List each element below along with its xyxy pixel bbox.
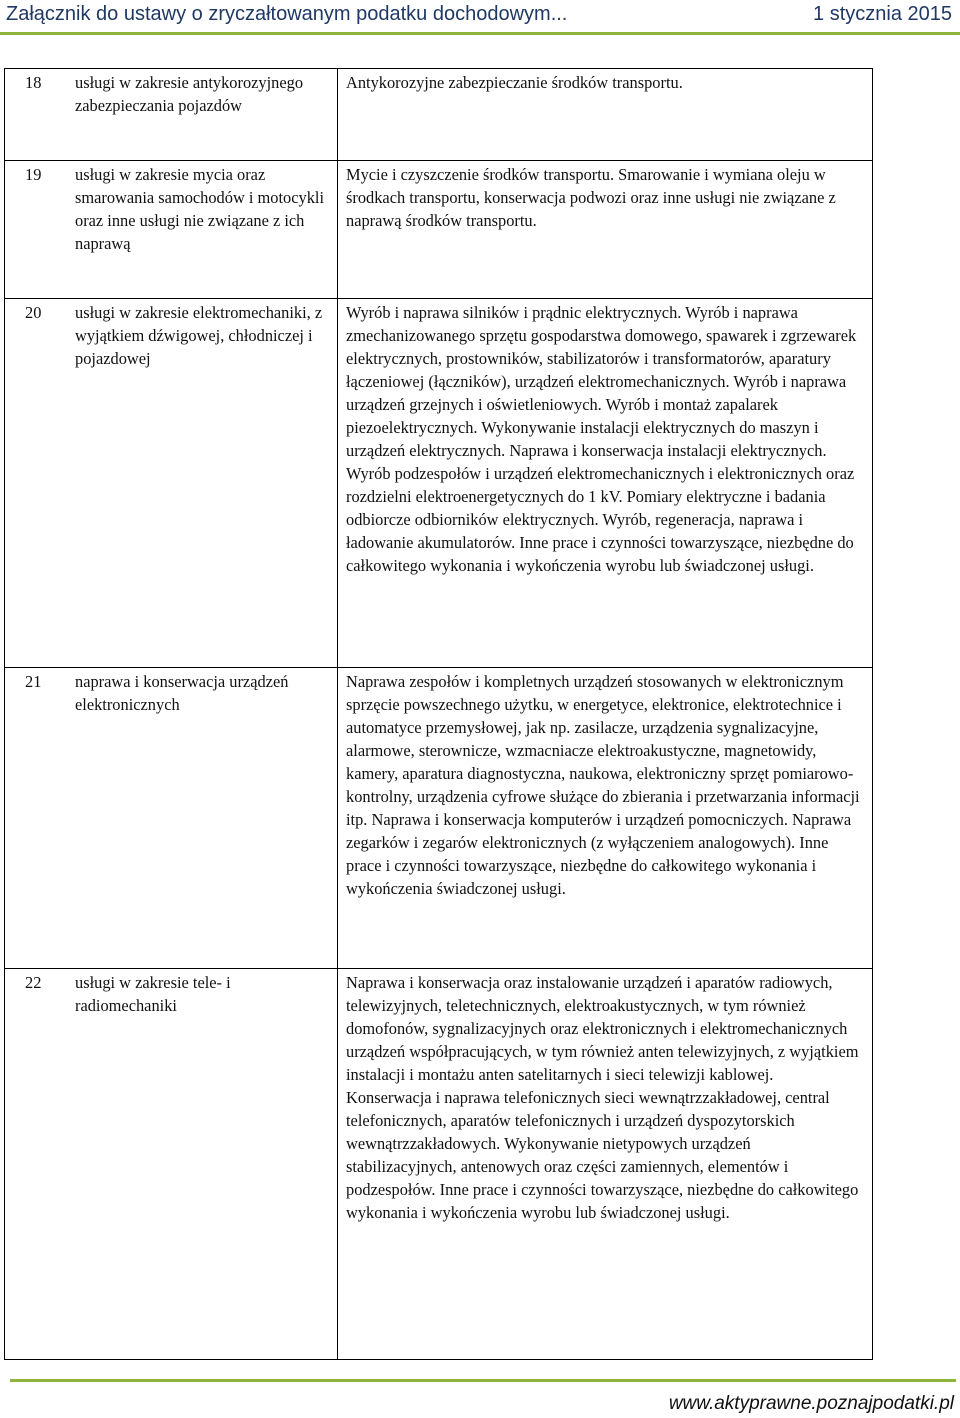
- service-cell: [5, 668, 338, 969]
- description-cell: [338, 969, 873, 1360]
- footer-divider: [10, 1379, 956, 1382]
- page-header: [0, 0, 960, 40]
- service-description: Antykorozyjne zabezpieczanie środków transportu.: [346, 73, 683, 92]
- description-cell: [338, 299, 873, 668]
- service-description: Naprawa zespołów i kompletnych urządzeń stosowanych w elektronicznym sprzęcie powszechnego użytku, w energetyce, elektronice, elektrotechnice i automatyce przemysłowej, jak np. zasilacze, urządzenia sygnalizacyjne, alarmowe, sterownicze, wzmacniacze elektroakustyczne, magnetowidy, kamery, aparatura diagnostyczna, naukowa, elektroniczny sprzęt pomiarowo-kontrolny, urządzenia cyfrowe służące do zbierania i przetwarzania informacji itp. Naprawa i konserwacja komputerów i urządzeń pomocniczych. Naprawa zegarków i zegarów elektronicznych (z wyłączeniem analogowych). Inne prace i czynności towarzyszące, niezbędne do całkowitego wykonania i wykończenia świadczonej usługi.: [346, 672, 860, 898]
- service-cell: [5, 69, 338, 161]
- row-number: 18: [25, 73, 42, 92]
- document-title: Załącznik do ustawy o zryczałtowanym podatku dochodowym...: [6, 3, 568, 25]
- table-row: [5, 161, 873, 299]
- row-number: 21: [25, 672, 42, 691]
- service-name: usługi w zakresie antykorozyjnego zabezpieczania pojazdów: [75, 73, 304, 115]
- table-row: [5, 69, 873, 161]
- service-name: usługi w zakresie mycia oraz smarowania samochodów i motocykli oraz inne usługi nie związane z ich naprawą: [75, 165, 324, 253]
- service-name: usługi w zakresie tele- i radiomechaniki: [75, 973, 231, 1015]
- description-cell: [338, 668, 873, 969]
- service-cell: [5, 969, 338, 1360]
- service-name: naprawa i konserwacja urządzeń elektronicznych: [75, 672, 289, 714]
- row-number: 19: [25, 165, 42, 184]
- document-date: 1 stycznia 2015: [813, 3, 952, 25]
- header-divider: [0, 32, 960, 35]
- service-description: Naprawa i konserwacja oraz instalowanie urządzeń i aparatów radiowych, telewizyjnych, teletechnicznych, elektroakustycznych, w tym również domofonów, sygnalizacyjnych oraz elektronicznych i elektromechanicznych urządzeń współpracujących, w tym również anten telewizyjnych, z wyjątkiem instalacji i montażu anten satelitarnych i sieci telewizji kablowej. Konserwacja i naprawa telefonicznych sieci wewnątrzzakładowej, central telefonicznych, aparatów telefonicznych i urządzeń dyspozytorskich wewnątrzzakładowych. Wykonywanie nietypowych urządzeń stabilizacyjnych, antenowych oraz części zamiennych, elementów i podzespołów. Inne prace i czynności towarzyszące, niezbędne do całkowitego wykonania i wykończenia wyrobu lub świadczonej usługi.: [346, 973, 859, 1222]
- description-cell: [338, 69, 873, 161]
- services-table: [4, 68, 873, 1360]
- table-row: [5, 969, 873, 1360]
- footer-url: www.aktyprawne.poznajpodatki.pl: [668, 1393, 954, 1414]
- row-number: 20: [25, 303, 42, 322]
- description-cell: [338, 161, 873, 299]
- table-row: [5, 668, 873, 969]
- row-number: 22: [25, 973, 42, 992]
- service-cell: [5, 161, 338, 299]
- service-description: Mycie i czyszczenie środków transportu. Smarowanie i wymiana oleju w środkach transportu, konserwacja podwozi oraz inne usługi nie związane z naprawą środków transportu.: [346, 165, 836, 230]
- service-cell: [5, 299, 338, 668]
- table-row: [5, 299, 873, 668]
- service-description: Wyrób i naprawa silników i prądnic elektrycznych. Wyrób i naprawa zmechanizowanego sprzętu gospodarstwa domowego, spawarek i zgrzewarek elektrycznych, prostowników, stabilizatorów i transformatorów, aparatury łączeniowej (łączników), urządzeń elektromechanicznych. Wyrób i naprawa urządzeń grzejnych i oświetleniowych. Wyrób i montaż zapalarek piezoelektrycznych. Wykonywanie instalacji elektrycznych do maszyn i urządzeń elektrycznych. Naprawa i konserwacja instalacji elektrycznych. Wyrób podzespołów i urządzeń elektromechanicznych i elektronicznych oraz rozdzielni elektroenergetycznych do 1 kV. Pomiary elektryczne i badania odbiorcze odbiorników elektrycznych. Wyrób, regeneracja, naprawa i ładowanie akumulatorów. Inne prace i czynności towarzyszące, niezbędne do całkowitego wykonania i wykończenia wyrobu lub świadczonej usługi.: [346, 303, 857, 575]
- service-name: usługi w zakresie elektromechaniki, z wyjątkiem dźwigowej, chłodniczej i pojazdowej: [75, 303, 323, 368]
